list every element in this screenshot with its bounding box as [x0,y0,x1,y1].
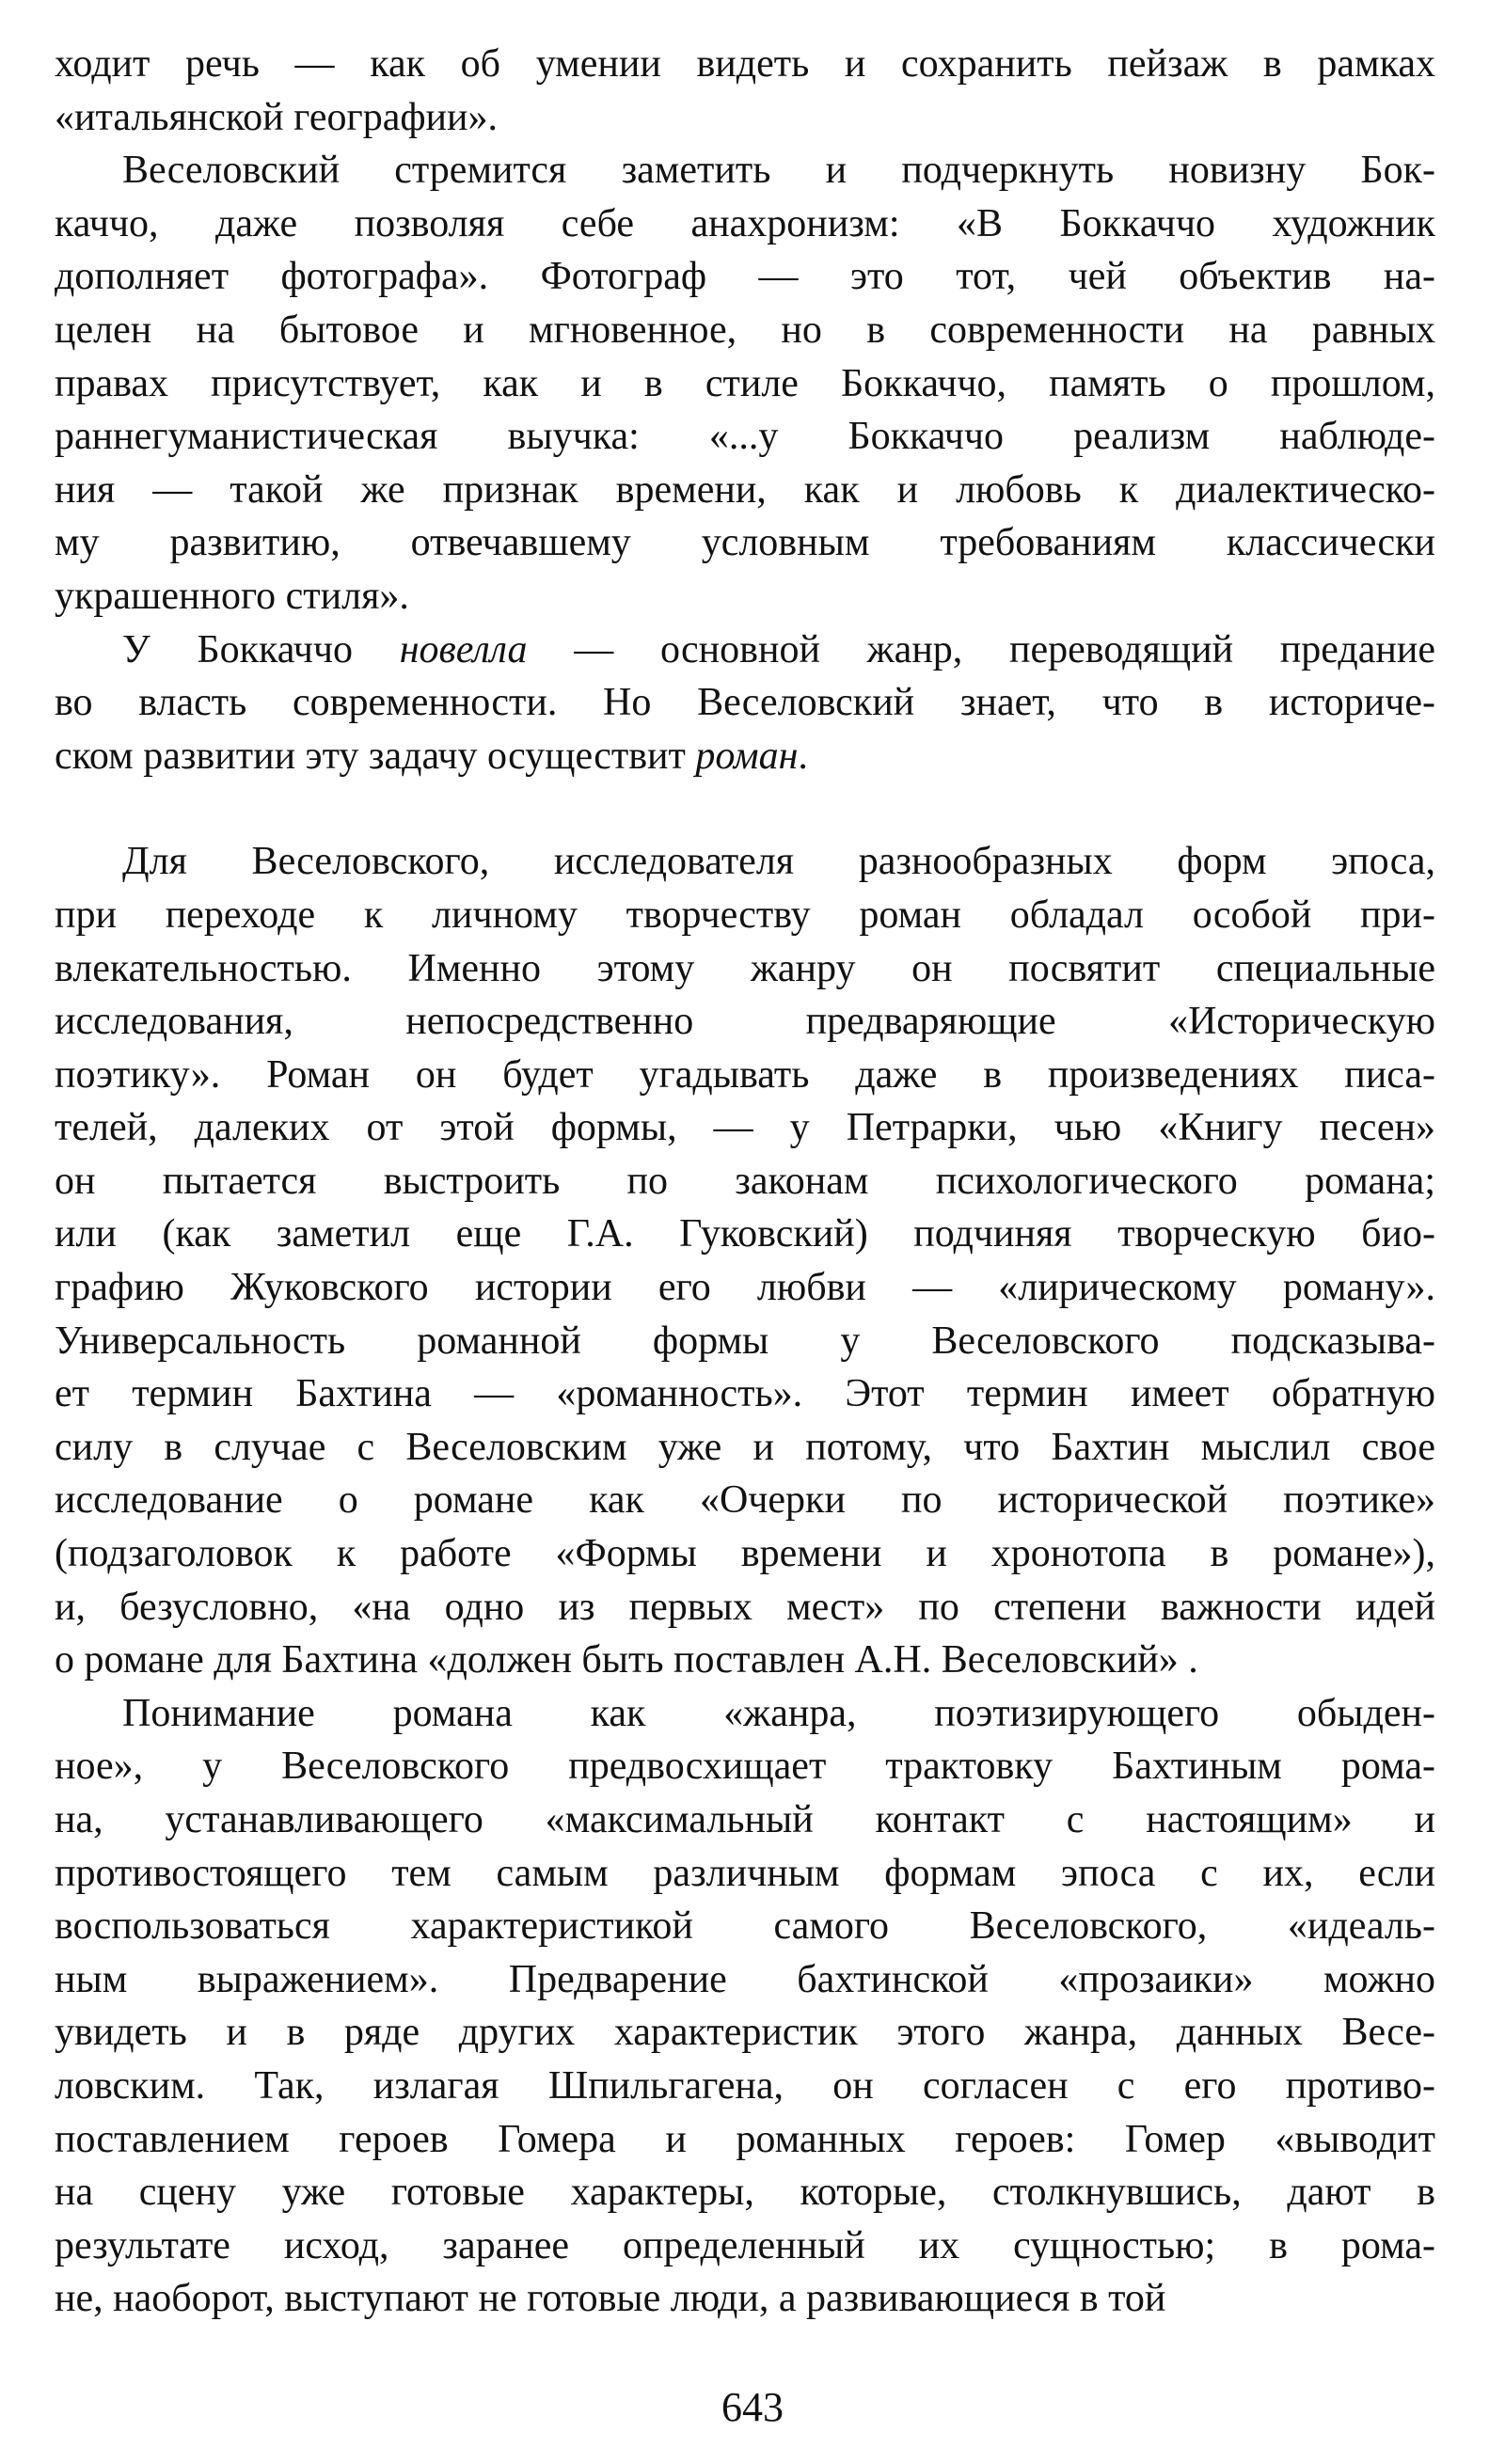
text-line [55,1527,1435,1581]
text-line [55,1315,1435,1368]
italic-term: новелла [399,627,528,671]
text-segment: о романе для Бахтина «должен быть поставлен А.Н. Веселовский» . [55,1638,1198,1682]
page-number: 643 [721,2384,784,2430]
text-body [55,38,1435,2326]
text-segment: или (как заметил еще Г.А. Гуковский) подчиняя творческую био- [55,1212,1435,1256]
text-segment: Для Веселовского, исследователя разнообразных форм эпоса, [122,840,1435,884]
text-line [55,624,1435,677]
text-line [55,1155,1435,1208]
text-line [55,357,1435,411]
text-segment: ском развитии эту задачу осуществит [55,734,696,778]
text-segment: поставлением героев Гомера и романных героев: Гомер «выводит [55,2117,1435,2161]
text-segment: украшенного стиля». [55,574,409,618]
text-segment: ловским. Так, излагая Шпильгагена, он согласен с его противо- [55,2063,1435,2108]
text-line [55,1581,1435,1635]
text-segment: ет термин Бахтина — «романность». Этот термин имеет обратную [55,1372,1435,1416]
italic-term: роман [695,734,799,778]
text-line [55,1474,1435,1527]
text-line [55,995,1435,1049]
text-line [55,2113,1435,2167]
text-segment: У Боккаччо [122,627,400,671]
text-segment: во власть современности. Но Веселовский знает, что в историче- [55,681,1435,725]
text-segment: «итальянской географии». [55,95,499,139]
paragraph [55,624,1435,783]
text-segment: ное», у Веселовского предвосхищает трактовку Бахтиным рома- [55,1745,1435,1789]
text-segment: . [798,734,808,778]
text-segment: воспользоваться характеристикой самого Веселовского, «идеаль- [55,1904,1435,1949]
text-segment: му развитию, отвечавшему условным требованиям классически [55,521,1435,565]
text-segment: и, безусловно, «на одно из первых мест» по степени важности идей [55,1585,1435,1629]
text-line [55,730,1435,783]
text-line [55,1367,1435,1421]
text-segment: ным выражением». Предварение бахтинской «прозаики» можно [55,1957,1435,2001]
text-segment: телей, далеких от этой формы, — у Петрарки, чью «Книгу песен» [55,1106,1435,1150]
text-line [55,1421,1435,1475]
paragraph-gap [55,782,1435,835]
text-segment: увидеть и в ряде других характеристик этого жанра, данных Весе- [55,2011,1435,2055]
text-segment: поэтику». Роман он будет угадывать даже в произведениях писа- [55,1052,1435,1097]
text-line [55,2006,1435,2060]
text-line [55,1101,1435,1155]
text-line [55,1687,1435,1741]
text-line [55,144,1435,197]
text-line [55,516,1435,570]
text-line [55,38,1435,91]
text-line [55,2219,1435,2273]
text-segment: ходит речь — как об умении видеть и сохранить пейзаж в рамках [55,42,1435,86]
text-line [55,1740,1435,1793]
paragraph [55,38,1435,144]
text-line [55,304,1435,357]
text-segment: дополняет фотографа». Фотограф — это тот, чей объектив на- [55,255,1435,299]
text-segment: результате исход, заранее определенный их сущностью; в рома- [55,2223,1435,2267]
text-segment: влекательностью. Именно этому жанру он посвятит специальные [55,946,1435,990]
text-segment: противостоящего тем самым различным формам эпоса с их, если [55,1851,1435,1895]
text-line [55,835,1435,889]
text-line [55,676,1435,730]
text-segment: на сцену уже готовые характеры, которые, столкнувшись, дают в [55,2171,1435,2215]
text-segment: каччо, даже позволяя себе анахронизм: «В Боккаччо художник [55,201,1435,245]
text-line [55,91,1435,145]
text-line [55,464,1435,517]
text-segment: на, устанавливающего «максимальный контакт с настоящим» и [55,1798,1435,1841]
text-segment: (подзаголовок к работе «Формы времени и хронотопа в романе»), [55,1532,1435,1576]
text-segment: правах присутствует, как и в стиле Боккаччо, память о прошлом, [55,361,1435,405]
text-line [55,2272,1435,2326]
text-segment: — основной жанр, переводящий предание [527,627,1435,671]
text-line [55,410,1435,464]
text-segment: он пытается выстроить по законам психологического романа; [55,1159,1435,1203]
text-line [55,1261,1435,1315]
text-line [55,1953,1435,2007]
text-line [55,889,1435,942]
text-segment: исследование о романе как «Очерки по исторической поэтике» [55,1478,1435,1523]
text-segment: силу в случае с Веселовским уже и потому, что Бахтин мыслил свое [55,1425,1435,1469]
text-line [55,1793,1435,1847]
page-text [55,38,1435,2326]
text-segment: Понимание романа как «жанра, поэтизирующего обыден- [122,1691,1435,1735]
text-segment: при переходе к личному творчеству роман обладал особой при- [55,892,1435,937]
text-segment: целен на бытовое и мгновенное, но в современности на равных [55,308,1435,352]
text-segment: Универсальность романной формы у Веселовского подсказыва- [55,1319,1435,1363]
text-line [55,197,1435,251]
text-segment: Веселовский стремится заметить и подчеркнуть новизну Бок- [122,149,1435,193]
text-line [55,942,1435,996]
text-segment: графию Жуковского истории его любви — «лирическому роману». [55,1266,1435,1310]
text-line [55,2166,1435,2219]
text-segment: не, наоборот, выступают не готовые люди, а развивающиеся в той [55,2277,1166,2321]
text-line [55,2060,1435,2113]
text-segment: ния — такой же признак времени, как и любовь к диалектическо- [55,467,1435,512]
text-line [55,250,1435,304]
text-line [55,1208,1435,1261]
paragraph [55,835,1435,1687]
paragraph [55,1687,1435,2326]
text-line [55,570,1435,624]
text-line [55,1900,1435,1953]
paragraph [55,144,1435,623]
text-segment: исследования, непосредственно предваряющие «Историческую [55,1000,1435,1044]
text-line [55,1634,1435,1687]
text-segment: раннегуманистическая выучка: «...у Боккаччо реализм наблюде- [55,415,1435,459]
text-line [55,1847,1435,1901]
text-line [55,1049,1435,1102]
